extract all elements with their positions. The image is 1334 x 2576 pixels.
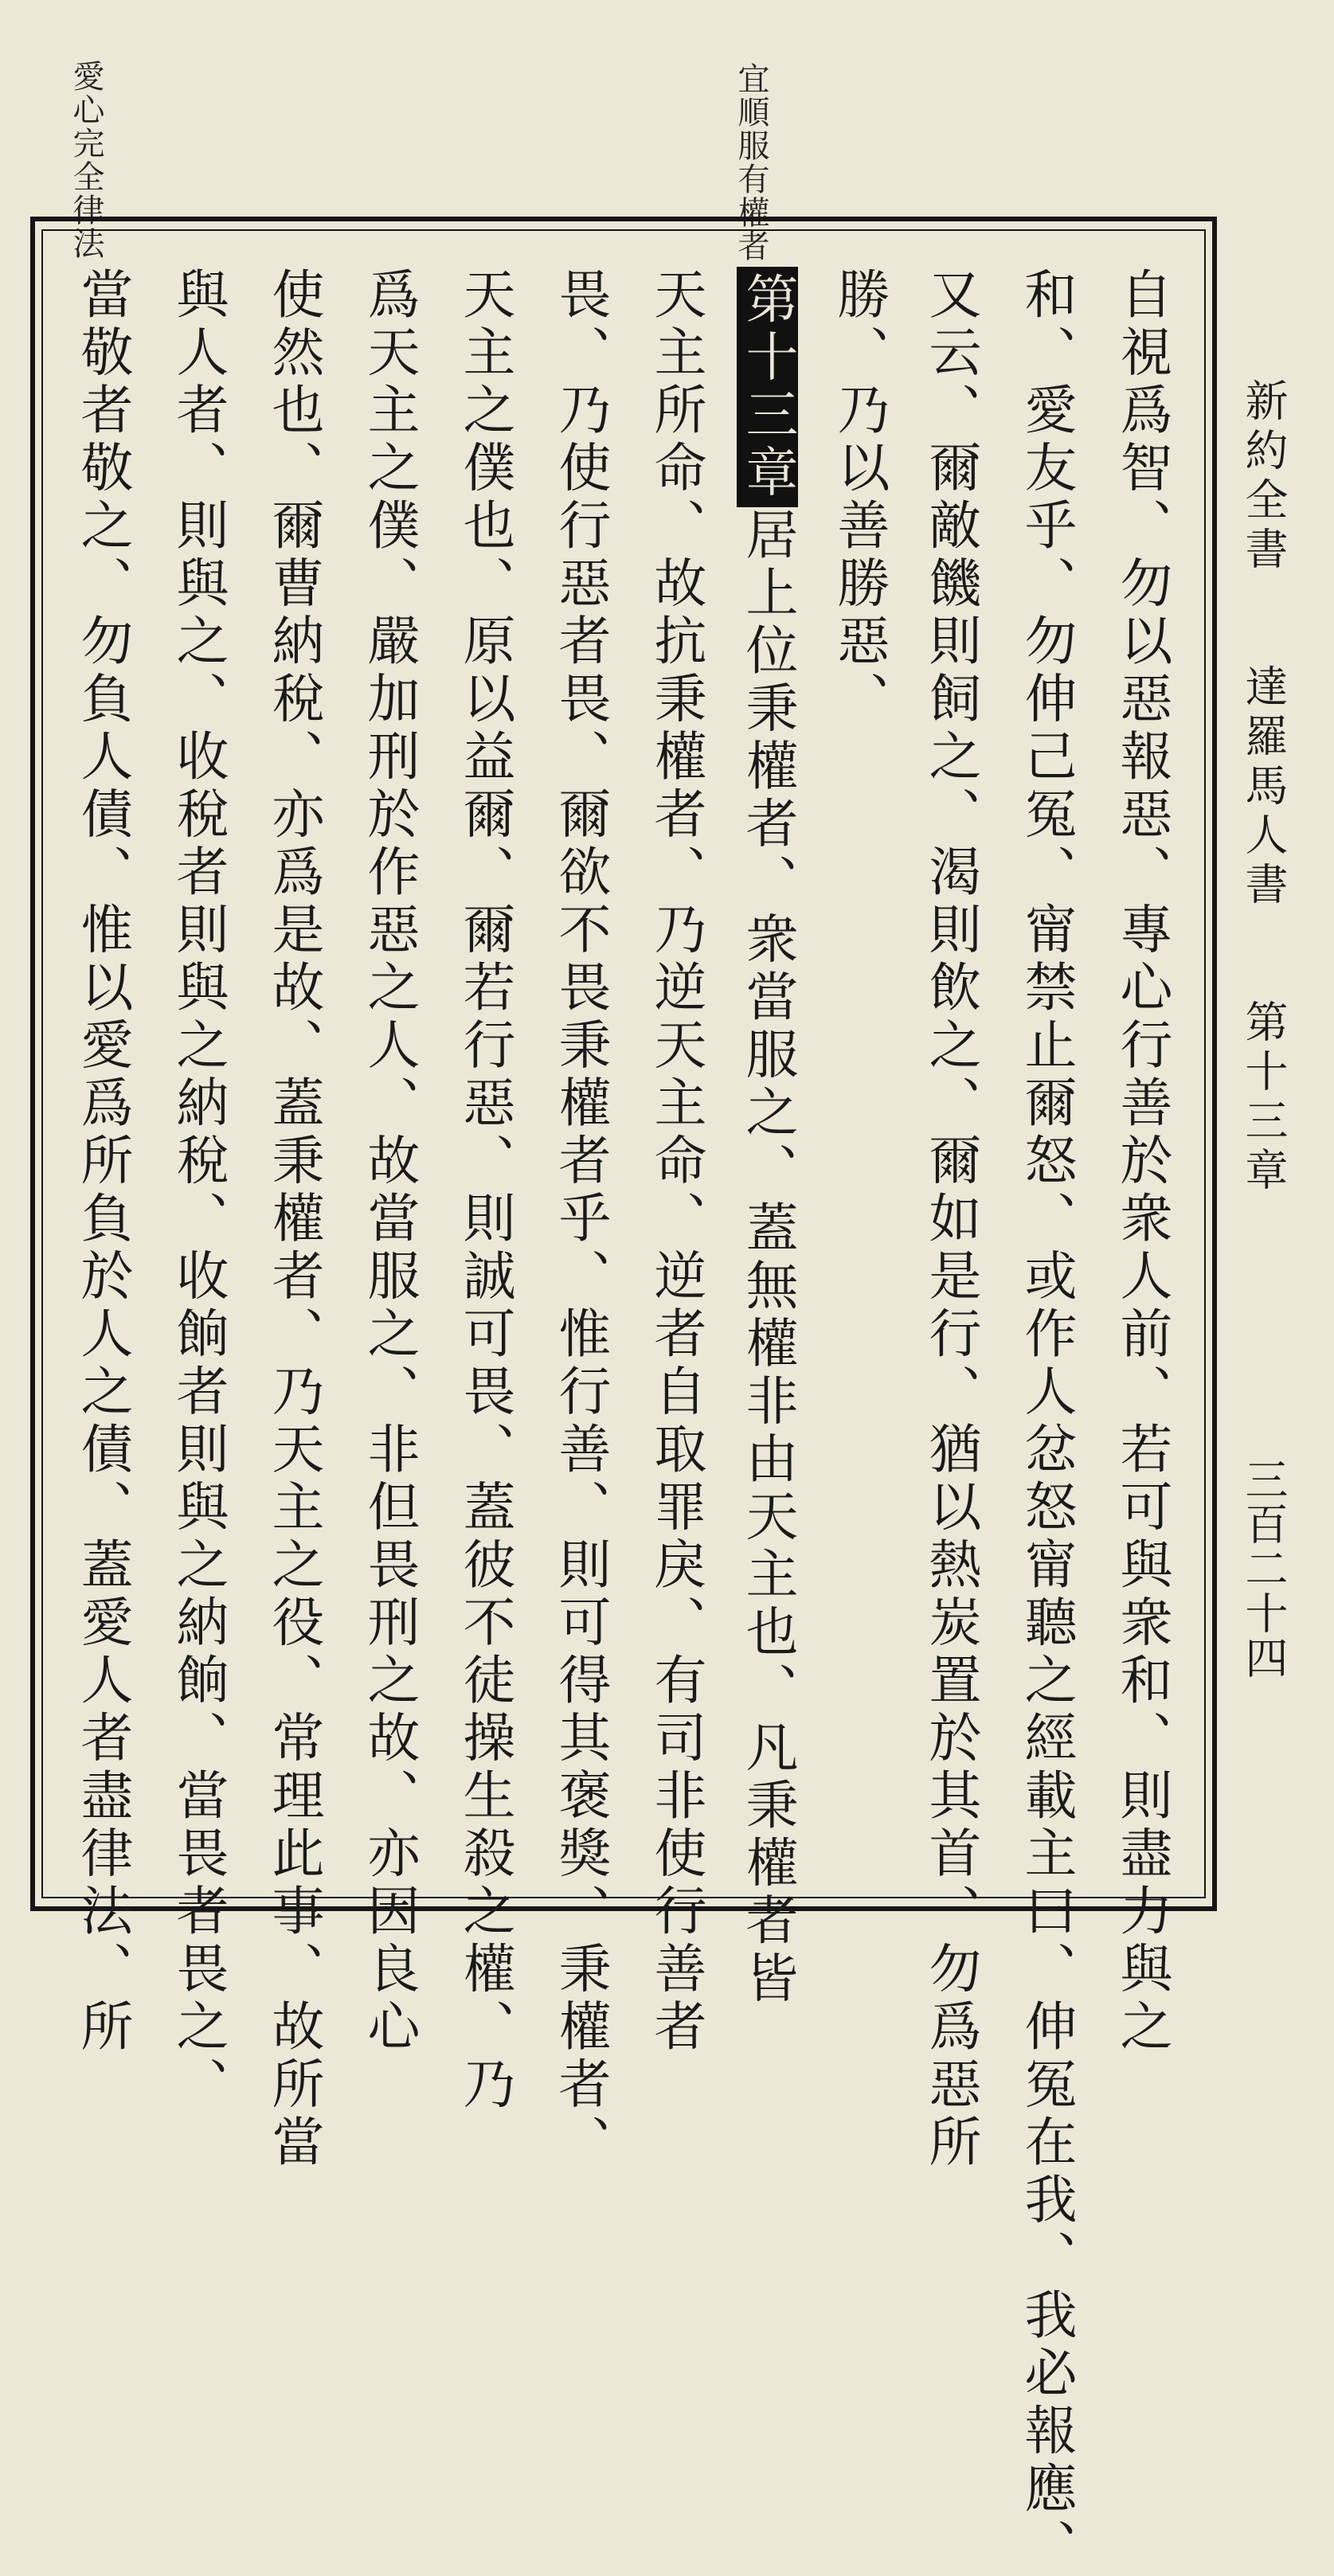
text-column-2: 和、愛友乎、勿伸己冤、甯禁止爾怒、或作人忿怒甯聽之經載主曰、伸冤在我、我必報應、 bbox=[1015, 267, 1077, 2576]
chapter-label: 第十三章 bbox=[737, 267, 798, 507]
text-column-12: 當敬者敬之、勿負人債、惟以愛爲所負於人之債、蓋愛人者盡律法、所 bbox=[72, 267, 133, 2057]
text-column-8: 天主之僕也、原以益爾、爾若行惡、則誠可畏、蓋彼不徒操生殺之權、乃 bbox=[454, 267, 515, 2114]
text-column-10: 使然也、爾曹納稅、亦爲是故、蓋秉權者、乃天主之役、常理此事、故所當 bbox=[263, 267, 324, 2172]
margin-note-left: 愛心完全律法 bbox=[68, 60, 104, 260]
chapter-first-line: 居上位秉權者、衆當服之、蓋無權非由天主也、凡秉權者皆 bbox=[737, 507, 798, 2008]
text-column-5 bbox=[737, 267, 798, 2008]
text-column-6: 天主所命、故抗秉權者、乃逆天主命、逆者自取罪戾、有司非使行善者 bbox=[645, 267, 706, 2057]
header-chapter: 第十三章 bbox=[1238, 999, 1289, 1197]
page-number: 三百二十四 bbox=[1238, 1457, 1289, 1680]
header-book: 新約全書 bbox=[1238, 378, 1289, 576]
text-column-7: 畏、乃使行惡者畏、爾欲不畏秉權者乎、惟行善、則可得其褒獎、秉權者、 bbox=[550, 267, 611, 2172]
margin-note-middle: 宜順服有權者 bbox=[733, 62, 769, 263]
text-column-4: 勝、乃以善勝惡、 bbox=[828, 267, 890, 729]
text-column-3: 又云、爾敵饑則飼之、渴則飲之、爾如是行、猶以熱炭置於其首、勿爲惡所 bbox=[920, 267, 981, 2172]
text-column-11: 與人者、則與之、收稅者則與之納稅、收餉者則與之納餉、當畏者畏之、 bbox=[167, 267, 229, 2114]
text-column-9: 爲天主之僕、嚴加刑於作惡之人、故當服之、非但畏刑之故、亦因良心 bbox=[358, 267, 420, 2057]
header-epistle: 達羅馬人書 bbox=[1238, 664, 1289, 911]
text-column-1: 自視爲智、勿以惡報惡、專心行善於衆人前、若可與衆和、則盡力與之 bbox=[1111, 267, 1172, 2057]
